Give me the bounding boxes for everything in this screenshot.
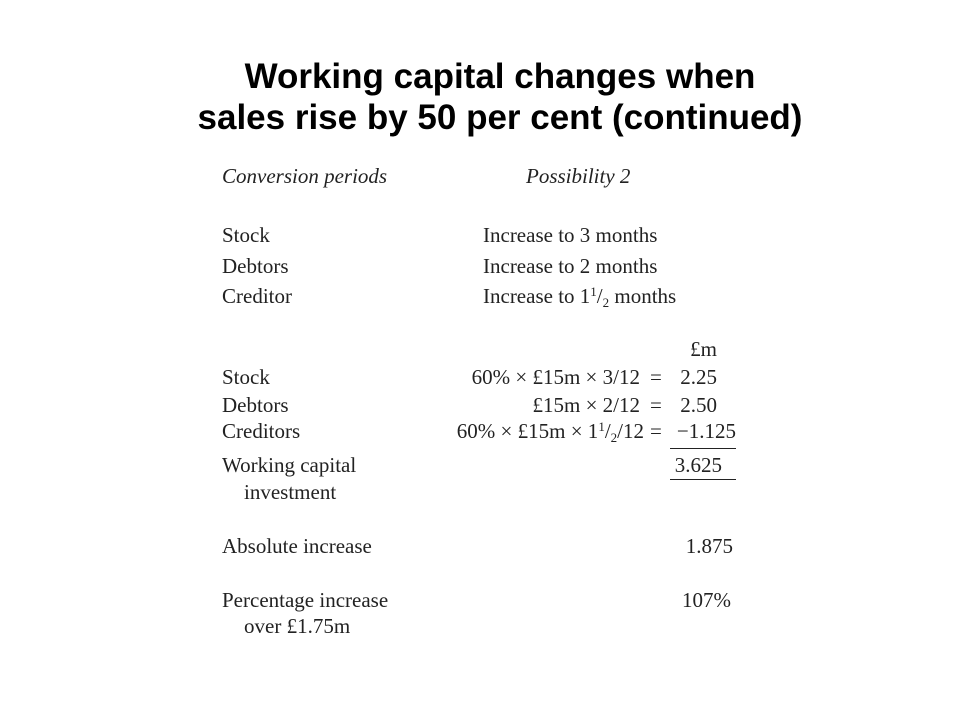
unit-label: £m — [690, 337, 717, 361]
percentage-increase-label-line-1: Percentage increase — [222, 588, 389, 612]
calc-stock-label: Stock — [222, 365, 270, 389]
absolute-increase-label: Absolute increase — [222, 534, 372, 558]
period-creditor-value: Increase to $1^1/_2$ months — [483, 284, 677, 310]
percentage-increase-label-line-2: over £1.75m — [244, 614, 351, 638]
calc-stock-formula: 60% × £15m × 3/12 — [471, 365, 640, 389]
calc-creditors-equals: = — [650, 419, 662, 443]
percentage-increase-value: 107% — [682, 588, 731, 612]
period-debtors-label: Debtors — [222, 254, 289, 278]
calc-debtors-equals: = — [650, 393, 662, 417]
header-possibility-2: Possibility 2 — [526, 164, 631, 188]
period-debtors-value: Increase to 2 months — [483, 254, 658, 278]
calc-stock-equals: = — [650, 365, 662, 389]
calc-debtors-value: 2.50 — [680, 393, 717, 417]
subtotal-rule — [670, 448, 736, 449]
total-rule — [670, 479, 736, 480]
title-line-1: Working capital changes when — [244, 57, 756, 96]
calc-creditors-formula: 60% × £15m × $1^1/_2/12$ — [456, 419, 644, 445]
total-value: 3.625 — [674, 453, 722, 477]
title-line-2: sales rise by 50 per cent (continued) — [197, 98, 803, 137]
period-stock-label: Stock — [222, 223, 270, 247]
period-stock-value: Increase to 3 months — [483, 223, 658, 247]
period-creditor-label: Creditor — [222, 284, 292, 308]
calc-stock-value: 2.25 — [680, 365, 717, 389]
calc-debtors-formula: £15m × 2/12 — [532, 393, 640, 417]
calc-debtors-label: Debtors — [222, 393, 289, 417]
calc-creditors-label: Creditors — [222, 419, 301, 443]
total-label-line-1: Working capital — [222, 453, 357, 477]
calc-creditors-value: −1.125 — [676, 419, 736, 443]
header-conversion-periods: Conversion periods — [222, 164, 388, 188]
total-label-line-2: investment — [244, 480, 337, 504]
absolute-increase-value: 1.875 — [685, 534, 733, 558]
